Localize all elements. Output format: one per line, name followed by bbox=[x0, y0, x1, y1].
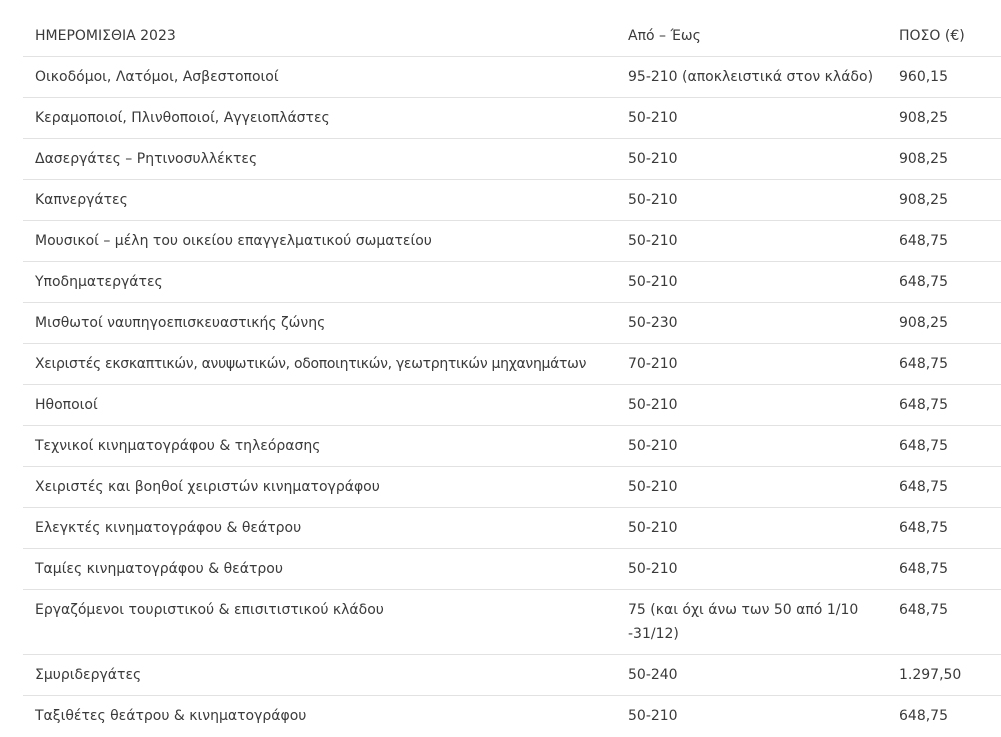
category-cell bbox=[23, 352, 627, 376]
category-cell bbox=[23, 147, 627, 171]
range-cell bbox=[627, 106, 898, 130]
amount-cell bbox=[898, 704, 1001, 728]
range-text: 50-210 bbox=[628, 397, 678, 413]
amount-text: 648,75 bbox=[899, 274, 948, 290]
table-row bbox=[23, 139, 1001, 180]
amount-text: 908,25 bbox=[899, 315, 948, 331]
amount-cell bbox=[898, 598, 1001, 622]
range-cell bbox=[627, 147, 898, 171]
range-cell bbox=[627, 270, 898, 294]
range-cell bbox=[627, 475, 898, 499]
category-text: Οικοδόμοι, Λατόμοι, Ασβεστοποιοί bbox=[35, 69, 279, 85]
header-amount bbox=[898, 24, 1001, 48]
header-range-label: Από – Έως bbox=[628, 28, 701, 44]
category-text: Ελεγκτές κινηματογράφου & θεάτρου bbox=[35, 520, 302, 536]
range-cell bbox=[627, 434, 898, 458]
range-text: 50-210 bbox=[628, 110, 678, 126]
amount-cell bbox=[898, 557, 1001, 581]
table-row bbox=[23, 262, 1001, 303]
category-cell bbox=[23, 270, 627, 294]
category-text: Ταμίες κινηματογράφου & θεάτρου bbox=[35, 561, 283, 577]
amount-text: 648,75 bbox=[899, 233, 948, 249]
category-cell bbox=[23, 393, 627, 417]
table-row bbox=[23, 655, 1001, 696]
table-row bbox=[23, 467, 1001, 508]
category-text: Μουσικοί – μέλη του οικείου επαγγελματικού σωματείου bbox=[35, 233, 432, 249]
category-cell bbox=[23, 188, 627, 212]
category-cell bbox=[23, 311, 627, 335]
amount-cell bbox=[898, 475, 1001, 499]
amount-cell bbox=[898, 270, 1001, 294]
category-text: Ηθοποιοί bbox=[35, 397, 98, 413]
category-cell bbox=[23, 598, 627, 622]
range-text: 75 (και όχι άνω των 50 από 1/10 -31/12) bbox=[628, 602, 859, 642]
range-cell bbox=[627, 229, 898, 253]
table-row bbox=[23, 221, 1001, 262]
category-text: Κεραμοποιοί, Πλινθοποιοί, Αγγειοπλάστες bbox=[35, 110, 330, 126]
amount-cell bbox=[898, 106, 1001, 130]
category-text: Ταξιθέτες θεάτρου & κινηματογράφου bbox=[35, 708, 307, 724]
wages-table bbox=[23, 16, 1001, 737]
amount-cell bbox=[898, 434, 1001, 458]
amount-cell bbox=[898, 311, 1001, 335]
category-cell bbox=[23, 704, 627, 728]
amount-cell bbox=[898, 352, 1001, 376]
range-text: 50-210 bbox=[628, 479, 678, 495]
table-row bbox=[23, 98, 1001, 139]
range-text: 50-210 bbox=[628, 708, 678, 724]
table-row bbox=[23, 344, 1001, 385]
amount-cell bbox=[898, 188, 1001, 212]
amount-text: 648,75 bbox=[899, 708, 948, 724]
range-text: 50-210 bbox=[628, 520, 678, 536]
table-row bbox=[23, 590, 1001, 655]
header-category-label: ΗΜΕΡΟΜΙΣΘΙΑ 2023 bbox=[35, 28, 176, 44]
amount-text: 648,75 bbox=[899, 561, 948, 577]
table-row bbox=[23, 385, 1001, 426]
table-header-row bbox=[23, 16, 1001, 57]
category-cell bbox=[23, 434, 627, 458]
amount-text: 908,25 bbox=[899, 192, 948, 208]
table-row bbox=[23, 426, 1001, 467]
range-cell bbox=[627, 663, 898, 687]
range-cell bbox=[627, 557, 898, 581]
range-cell bbox=[627, 311, 898, 335]
amount-text: 648,75 bbox=[899, 397, 948, 413]
amount-text: 648,75 bbox=[899, 479, 948, 495]
category-cell bbox=[23, 106, 627, 130]
range-text: 95-210 (αποκλειστικά στον κλάδο) bbox=[628, 69, 874, 85]
amount-cell bbox=[898, 147, 1001, 171]
amount-cell bbox=[898, 65, 1001, 89]
header-range bbox=[627, 24, 898, 48]
range-cell bbox=[627, 598, 898, 646]
range-text: 50-240 bbox=[628, 667, 678, 683]
amount-text: 648,75 bbox=[899, 438, 948, 454]
range-text: 70-210 bbox=[628, 356, 678, 372]
category-cell bbox=[23, 663, 627, 687]
header-amount-label: ΠΟΣΟ (€) bbox=[899, 28, 965, 44]
table-row bbox=[23, 696, 1001, 737]
range-text: 50-210 bbox=[628, 151, 678, 167]
range-cell bbox=[627, 352, 898, 376]
table-row bbox=[23, 549, 1001, 590]
range-text: 50-210 bbox=[628, 274, 678, 290]
table-row bbox=[23, 303, 1001, 344]
category-text: Χειριστές και βοηθοί χειριστών κινηματογράφου bbox=[35, 479, 380, 495]
category-cell bbox=[23, 516, 627, 540]
category-text: Χειριστές εκσκαπτικών, ανυψωτικών, οδοποιητικών, γεωτρητικών μηχανημάτων bbox=[35, 356, 587, 372]
range-text: 50-210 bbox=[628, 192, 678, 208]
range-text: 50-210 bbox=[628, 438, 678, 454]
range-text: 50-210 bbox=[628, 233, 678, 249]
amount-text: 648,75 bbox=[899, 602, 948, 618]
table-row bbox=[23, 508, 1001, 549]
amount-text: 648,75 bbox=[899, 520, 948, 536]
amount-text: 908,25 bbox=[899, 151, 948, 167]
category-cell bbox=[23, 475, 627, 499]
range-text: 50-210 bbox=[628, 561, 678, 577]
category-text: Καπνεργάτες bbox=[35, 192, 128, 208]
category-text: Εργαζόμενοι τουριστικού & επισιτιστικού κλάδου bbox=[35, 602, 384, 618]
category-cell bbox=[23, 65, 627, 89]
amount-text: 960,15 bbox=[899, 69, 948, 85]
amount-cell bbox=[898, 663, 1001, 687]
range-cell bbox=[627, 516, 898, 540]
category-cell bbox=[23, 557, 627, 581]
amount-cell bbox=[898, 393, 1001, 417]
table-row bbox=[23, 57, 1001, 98]
range-cell bbox=[627, 704, 898, 728]
amount-cell bbox=[898, 229, 1001, 253]
category-text: Σμυριδεργάτες bbox=[35, 667, 142, 683]
amount-text: 908,25 bbox=[899, 110, 948, 126]
amount-cell bbox=[898, 516, 1001, 540]
range-cell bbox=[627, 188, 898, 212]
category-text: Τεχνικοί κινηματογράφου & τηλεόρασης bbox=[35, 438, 321, 454]
category-text: Υποδηματεργάτες bbox=[35, 274, 163, 290]
category-cell bbox=[23, 229, 627, 253]
header-category bbox=[23, 24, 627, 48]
amount-text: 1.297,50 bbox=[899, 667, 962, 683]
amount-text: 648,75 bbox=[899, 356, 948, 372]
range-cell bbox=[627, 65, 898, 89]
category-text: Μισθωτοί ναυπηγοεπισκευαστικής ζώνης bbox=[35, 315, 326, 331]
table-row bbox=[23, 180, 1001, 221]
category-text: Δασεργάτες – Ρητινοσυλλέκτες bbox=[35, 151, 258, 167]
range-cell bbox=[627, 393, 898, 417]
range-text: 50-230 bbox=[628, 315, 678, 331]
